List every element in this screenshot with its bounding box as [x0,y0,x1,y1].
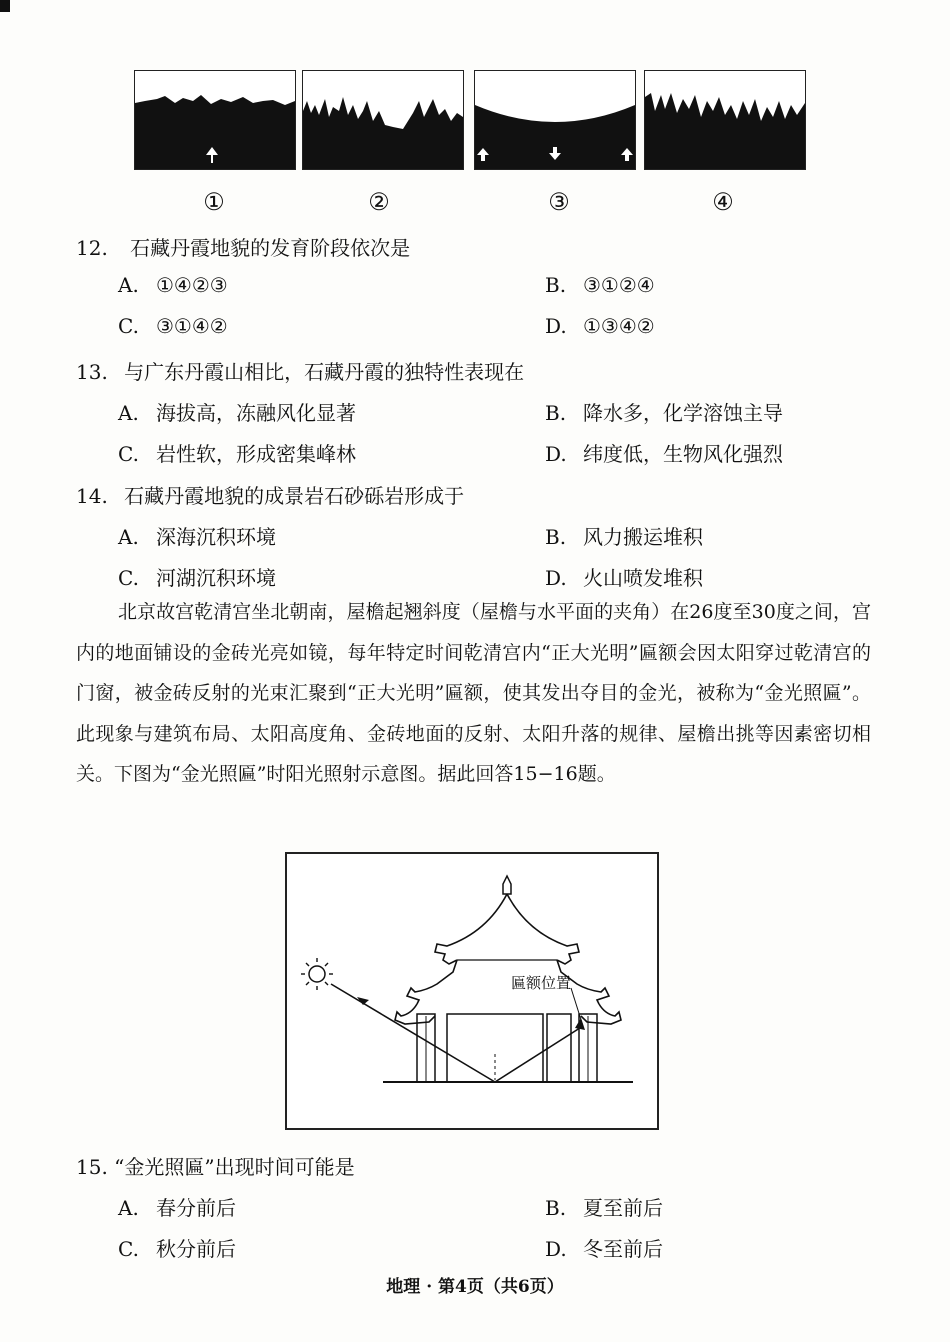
question-number: 14. [76,484,108,508]
option-13-d[interactable] [545,438,783,467]
option-text: ③①④② [156,314,228,338]
option-text: 秋分前后 [156,1237,236,1261]
page-footer: 地理 · 第4页（共6页） [386,1277,564,1297]
option-letter: B. [545,401,567,425]
option-15-c[interactable] [118,1233,236,1262]
question-stem: 石藏丹霞地貌的成景岩石砂砾岩形成于 [124,484,465,508]
question-number: 13. [76,360,108,384]
option-12-d[interactable] [545,314,655,338]
option-14-d[interactable] [545,562,703,591]
landform-panel-2 [302,70,464,170]
option-letter: C. [118,314,139,338]
option-12-b[interactable] [545,273,655,297]
question-stem: 石藏丹霞地貌的发育阶段依次是 [130,236,411,260]
option-letter: C. [118,566,139,590]
reading-passage: 北京故宫乾清宫坐北朝南，屋檐起翘斜度（屋檐与水平面的夹角）在26度至30度之间，宫内的地面铺设的金砖光亮如镜，每年特定时间乾清宫内“正大光明”匾额会因太阳穿过乾清宫的门窗，被金砖反射的光束汇聚到“正大光明”匾额，使其发出夺目的金光，被称为“金光照匾”。此现象与建筑布局、太阳高度角、金砖地面的反射、太阳升落的规律、屋檐出挑等因素密切相关。下图为“金光照匾”时阳光照射示意图。据此回答15−16题。 [76,601,871,785]
question-12 [76,232,410,261]
question-15 [76,1151,355,1180]
option-text: 火山喷发堆积 [583,566,703,590]
question-stem: 与广东丹霞山相比，石藏丹霞的独特性表现在 [124,360,525,384]
option-12-a[interactable] [118,273,228,297]
landform-panel-4 [644,70,806,170]
option-14-a[interactable] [118,521,276,550]
option-letter: A. [118,401,139,425]
question-13 [76,356,524,385]
option-text: 海拔高，冻融风化显著 [156,401,356,425]
option-letter: A. [118,1196,139,1220]
option-15-a[interactable] [118,1192,236,1221]
landform-panel-1 [134,70,296,170]
option-13-a[interactable] [118,397,356,426]
question-number: 15. [76,1155,108,1179]
option-text: 降水多，化学溶蚀主导 [583,401,783,425]
option-letter: C. [118,442,139,466]
palace-sunlight-diagram [285,852,659,1130]
panel-label-4: ④ [712,188,734,216]
reflected-ray [495,1026,583,1082]
question-14 [76,480,464,509]
option-13-b[interactable] [545,397,783,426]
corner-registration-mark [0,0,10,12]
option-letter: B. [545,525,567,549]
option-letter: B. [545,1196,567,1220]
panel-label-1: ① [203,188,225,216]
option-letter: D. [545,1237,567,1261]
option-15-d[interactable] [545,1233,663,1262]
option-letter: D. [545,566,567,590]
option-text: 纬度低，生物风化强烈 [583,442,783,466]
option-text: ①④②③ [156,273,228,297]
sun-icon [301,958,333,990]
option-letter: B. [545,273,567,297]
question-number: 12. [76,236,108,260]
option-14-b[interactable] [545,521,703,550]
option-text: 岩性软，形成密集峰林 [156,442,356,466]
option-text: 春分前后 [156,1196,236,1220]
light-ray-arrow-icon [575,1018,585,1030]
option-letter: C. [118,1237,139,1261]
option-text: ①③④② [583,314,655,338]
option-letter: D. [545,314,567,338]
question-stem: “金光照匾”出现时间可能是 [114,1155,355,1179]
panel-label-2: ② [368,188,390,216]
option-letter: D. [545,442,567,466]
option-12-c[interactable] [118,314,228,338]
plaque-position-label: 匾额位置 [511,974,572,992]
option-text: 深海沉积环境 [156,525,276,549]
option-text: ③①②④ [583,273,655,297]
option-14-c[interactable] [118,562,276,591]
option-text: 风力搬运堆积 [583,525,703,549]
landform-panel-3 [474,70,636,170]
option-13-c[interactable] [118,438,356,467]
option-text: 河湖沉积环境 [156,566,276,590]
option-letter: A. [118,525,139,549]
panel-label-3: ③ [548,188,570,216]
option-letter: A. [118,273,139,297]
option-text: 冬至前后 [583,1237,663,1261]
option-15-b[interactable] [545,1192,663,1221]
option-text: 夏至前后 [583,1196,663,1220]
